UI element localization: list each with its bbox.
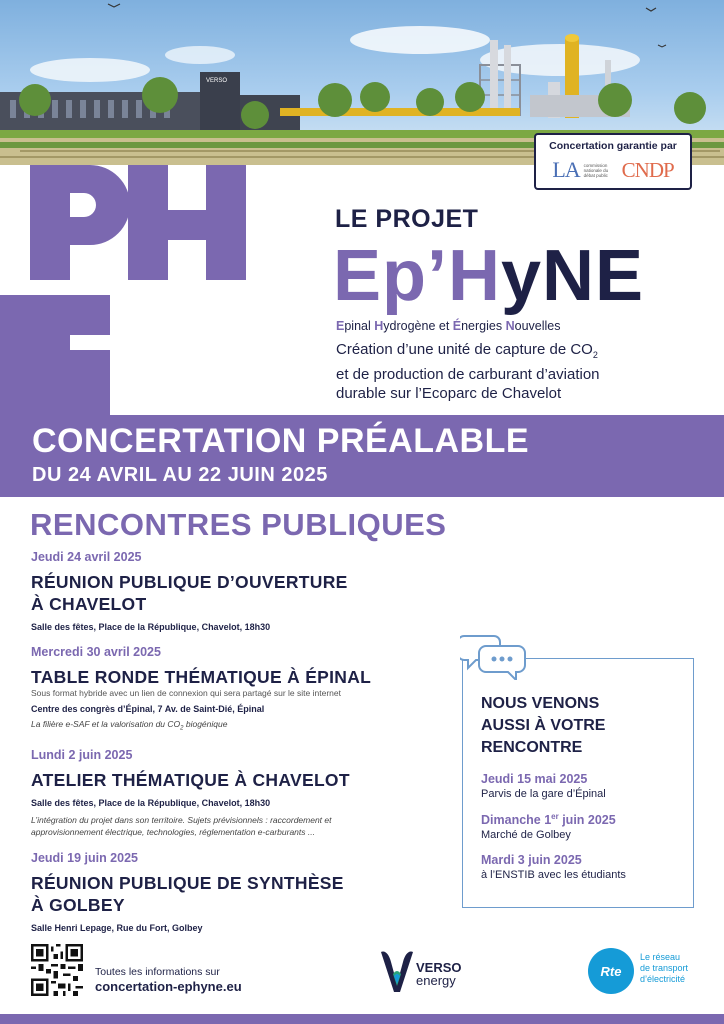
project-label: LE PROJET — [335, 205, 479, 233]
event-title — [31, 571, 431, 615]
outreach-date-text: juin 2025 — [558, 813, 616, 828]
verso-brand-bottom: energy — [416, 973, 456, 988]
outreach-place: à l’ENSTIB avec les étudiants — [481, 869, 626, 881]
cndp-logo — [542, 157, 684, 183]
event-topic — [31, 718, 431, 735]
cndp-box-title: Concertation garantie par — [549, 140, 677, 152]
chat-bubbles-icon — [460, 632, 528, 680]
event-item — [31, 550, 431, 632]
acronym-letter: N — [505, 319, 515, 333]
outreach-date-text: Dimanche 1 — [481, 813, 552, 828]
event-item — [31, 748, 431, 838]
event-title-line: À GOLBEY — [31, 895, 125, 915]
event-topic-sub: 2 — [180, 725, 184, 732]
acronym-word: ydrogène et — [383, 319, 453, 333]
hero-building-sign: VERSO — [206, 78, 228, 84]
rte-logo: Rte — [588, 948, 634, 994]
event-place: Salle des fêtes, Place de la République, Chavelot, 18h30 — [31, 622, 271, 632]
concertation-dates: DU 24 AVRIL AU 22 JUIN 2025 — [32, 464, 328, 486]
event-place: Salle des fêtes, Place de la République, Chavelot, 18h30 — [31, 798, 271, 808]
project-description — [336, 340, 636, 403]
outreach-item — [481, 853, 681, 881]
cndp-guarantee-box — [534, 133, 692, 190]
acronym-letter: H — [374, 319, 384, 333]
rencontres-title: RENCONTRES PUBLIQUES — [30, 507, 447, 542]
acronym-letter: E — [336, 319, 345, 333]
outreach-title — [481, 693, 681, 759]
decorative-phe-letters — [0, 165, 250, 415]
event-topic-text: biogénique — [183, 719, 228, 729]
event-note: Sous format hybride avec un lien de connexion qui sera partagé sur le site internet — [31, 688, 341, 698]
event-topic — [31, 814, 431, 838]
event-place: Salle Henri Lepage, Rue du Fort, Golbey — [31, 923, 203, 933]
event-topic-line: L’intégration du projet dans son territoire. Sujets prévisionnels : raccordement et — [31, 815, 332, 825]
event-title — [31, 872, 431, 916]
verso-logo-icon — [379, 948, 415, 994]
outreach-place: Parvis de la gare d’Épinal — [481, 788, 606, 800]
cndp-logo-la: LA — [552, 157, 580, 182]
event-topic-line: approvisionnement électrique, technologies, réglementation e-carburants ... — [31, 827, 315, 837]
event-place: Centre des congrès d’Épinal, 7 Av. de Saint-Dié, Épinal — [31, 704, 265, 714]
event-topic-text: La filière e-SAF et la valorisation du CO — [31, 719, 181, 729]
event-title-line: ATELIER THÉMATIQUE À CHAVELOT — [31, 770, 350, 790]
rte-tagline-line: Le réseau — [640, 952, 681, 962]
outreach-date: Mardi 3 juin 2025 — [481, 853, 582, 867]
project-name-part1: Ep’H — [333, 236, 502, 316]
acronym-letter: É — [452, 319, 462, 333]
description-line1: Création d’une unité de capture de CO — [336, 341, 593, 358]
event-title-line: TABLE RONDE THÉMATIQUE À ÉPINAL — [31, 667, 372, 687]
event-title — [31, 769, 431, 791]
qr-code-icon[interactable] — [31, 944, 83, 996]
outreach-date — [481, 812, 681, 827]
outreach-title-line: NOUS VENONS — [481, 695, 600, 712]
event-title-line: RÉUNION PUBLIQUE DE SYNTHÈSE — [31, 873, 344, 893]
acronym-word: nergies — [461, 319, 506, 333]
cndp-logo-cndp: CNDP — [621, 157, 674, 182]
event-item — [31, 851, 431, 933]
outreach-item — [481, 812, 681, 841]
outreach-date: Jeudi 15 mai 2025 — [481, 772, 588, 786]
rte-tagline-line: d’électricité — [640, 974, 686, 984]
outreach-date-sup: er — [551, 812, 559, 821]
info-website-link[interactable]: concertation-ephyne.eu — [95, 979, 242, 994]
acronym-word: pinal — [344, 319, 375, 333]
outreach-title-line: RENCONTRE — [481, 739, 583, 756]
event-item — [31, 645, 431, 735]
outreach-item — [481, 772, 681, 800]
info-label: Toutes les informations sur — [95, 966, 220, 978]
event-date: Jeudi 24 avril 2025 — [31, 550, 142, 564]
outreach-place: Marché de Golbey — [481, 829, 571, 842]
event-title-line: À CHAVELOT — [31, 594, 147, 614]
cndp-logo-caption: commission nationale du débat public — [583, 162, 609, 178]
bottom-bar — [0, 1014, 724, 1024]
verso-brand-top: VERSO — [416, 960, 462, 975]
description-line3: durable sur l’Ecoparc de Chavelot — [336, 385, 562, 402]
project-name — [333, 236, 644, 316]
acronym-word: ouvelles — [514, 319, 561, 333]
outreach-title-line: AUSSI À VOTRE — [481, 717, 606, 734]
project-name-part2: yNE — [501, 236, 645, 316]
description-line2: et de production de carburant d’aviation — [336, 366, 600, 383]
concertation-title: CONCERTATION PRÉALABLE — [32, 422, 530, 460]
event-title-line: RÉUNION PUBLIQUE D’OUVERTURE — [31, 572, 348, 592]
event-date: Mercredi 30 avril 2025 — [31, 645, 161, 659]
event-date: Lundi 2 juin 2025 — [31, 748, 133, 762]
rte-tagline — [640, 952, 720, 985]
description-co2-sub: 2 — [592, 350, 598, 360]
rte-tagline-line: de transport — [640, 963, 689, 973]
event-date: Jeudi 19 juin 2025 — [31, 851, 138, 865]
project-acronym-expansion — [336, 319, 561, 333]
event-title — [31, 666, 431, 688]
